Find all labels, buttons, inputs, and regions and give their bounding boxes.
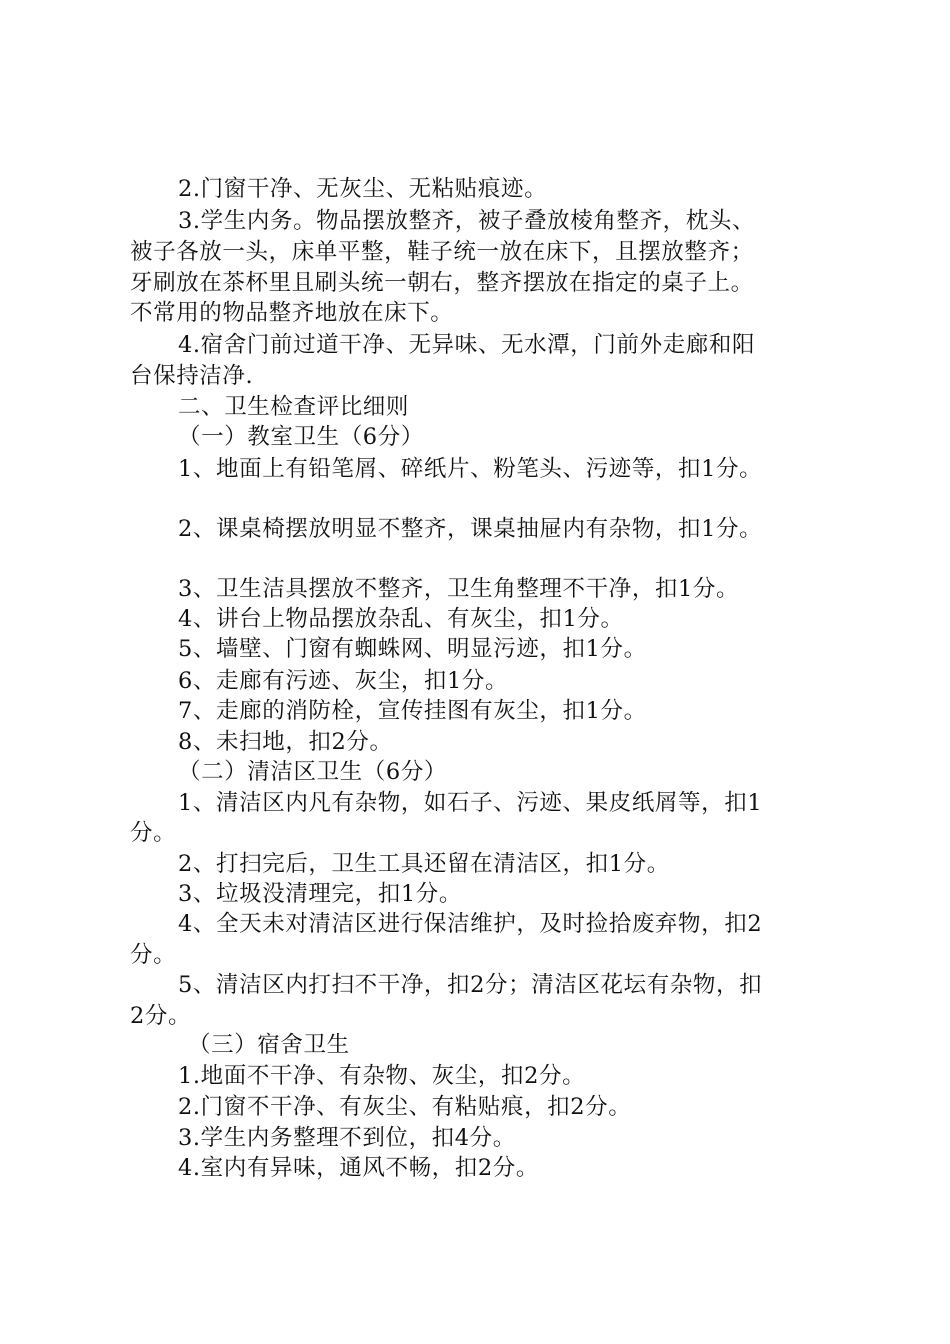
text-line: 3、垃圾没清理完，扣1分。 (178, 881, 462, 907)
text-line: 被子各放一头，床单平整，鞋子统一放在床下，且摆放整齐； (130, 239, 754, 265)
text-line: 2、课桌椅摆放明显不整齐，课桌抽屉内有杂物，扣1分。 (178, 516, 763, 542)
text-line: 4、讲台上物品摆放杂乱、有灰尘，扣1分。 (178, 606, 624, 632)
text-line: 3.学生内务。物品摆放整齐，被子叠放棱角整齐，枕头、 (178, 208, 756, 234)
text-line: 台保持洁净. (130, 363, 254, 389)
subsection-heading: （一）教室卫生（6分） (178, 424, 424, 450)
text-line: 4.宿舍门前过道干净、无异味、无水潭，门前外走廊和阳 (178, 332, 756, 358)
text-line: 5、墙壁、门窗有蜘蛛网、明显污迹，扣1分。 (178, 636, 647, 662)
text-line: 1、清洁区内凡有杂物，如石子、污迹、果皮纸屑等，扣1 (178, 790, 763, 816)
text-line: 8、未扫地，扣2分。 (178, 729, 393, 755)
text-line: 6、走廊有污迹、灰尘，扣1分。 (178, 668, 509, 694)
subsection-heading: （三）宿舍卫生 (188, 1032, 350, 1058)
text-line: 4、全天未对清洁区进行保洁维护，及时捡拾废弃物，扣2 (178, 911, 763, 937)
text-line: 分。 (130, 942, 177, 968)
text-line: 1、地面上有铅笔屑、碎纸片、粉笔头、污迹等，扣1分。 (178, 456, 763, 482)
text-line: 5、清洁区内打扫不干净，扣2分；清洁区花坛有杂物，扣 (178, 972, 763, 998)
text-line: 2、打扫完后，卫生工具还留在清洁区，扣1分。 (178, 851, 670, 877)
text-line: 不常用的物品整齐地放在床下。 (130, 300, 454, 326)
text-line: 2.门窗干净、无灰尘、无粘贴痕迹。 (178, 176, 548, 202)
text-line: 3.学生内务整理不到位，扣4分。 (178, 1125, 516, 1151)
text-line: 牙刷放在茶杯里且刷头统一朝右，整齐摆放在指定的桌子上。 (130, 270, 754, 296)
text-line: 1.地面不干净、有杂物、灰尘，扣2分。 (178, 1063, 586, 1089)
text-line: 4.室内有异味，通风不畅，扣2分。 (178, 1155, 539, 1181)
text-line: 7、走廊的消防栓，宣传挂图有灰尘，扣1分。 (178, 698, 647, 724)
text-line: 2.门窗不干净、有灰尘、有粘贴痕，扣2分。 (178, 1094, 632, 1120)
subsection-heading: （二）清洁区卫生（6分） (178, 759, 448, 785)
text-line: 3、卫生洁具摆放不整齐，卫生角整理不干净，扣1分。 (178, 576, 740, 602)
section-heading: 二、卫生检查评比细则 (178, 394, 410, 420)
text-line: 分。 (130, 820, 177, 846)
text-line: 2分。 (130, 1003, 192, 1029)
